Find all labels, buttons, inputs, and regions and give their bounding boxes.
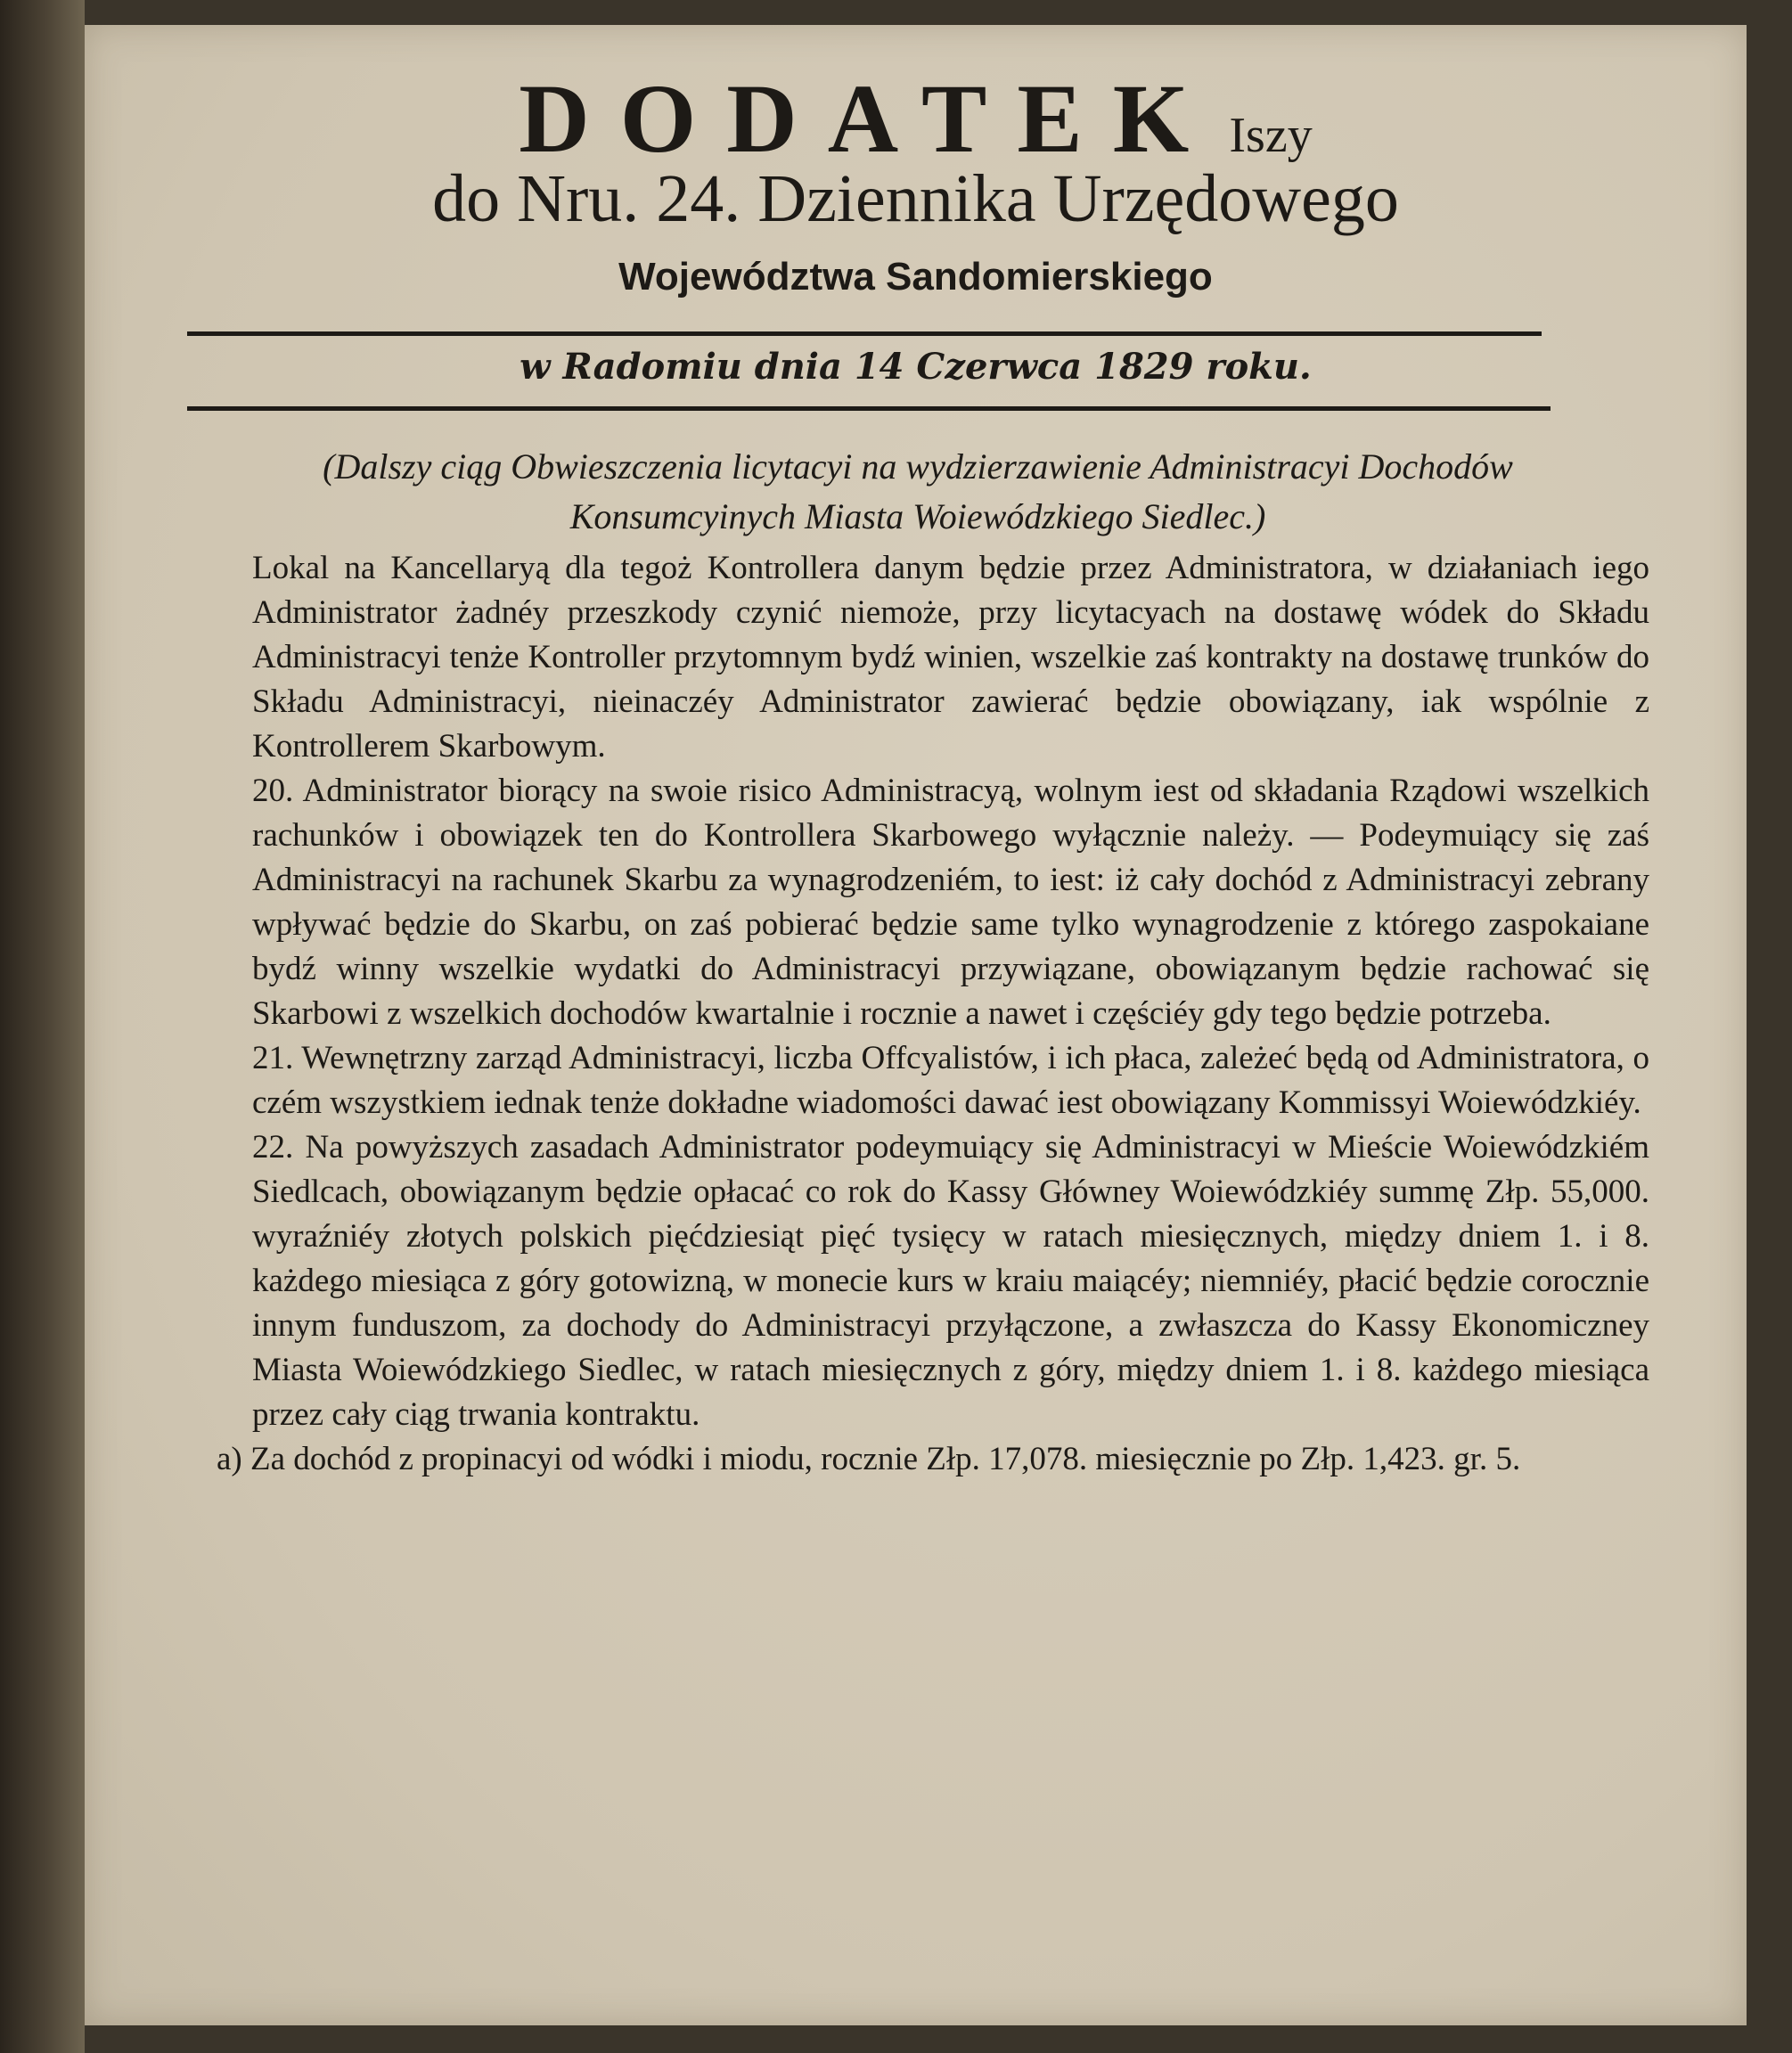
paragraph-item-a: a) Za dochód z propinacyi od wódki i miodu, rocznie Złp. 17,078. miesięcznie po Złp. 1,423. gr. 5. <box>217 1441 1521 1477</box>
paragraph-21: 21. Wewnętrzny zarząd Administracyi, liczba Offcyalistów, i ich płaca, zależeć będą od Administratora, o czém wszystkiem iednak tenże dokładne wiadomości dawać iest obowiązany Kommissyi Woiewódzkiéy. <box>252 1040 1649 1121</box>
document-page <box>85 25 1747 2025</box>
masthead-title <box>85 62 1747 176</box>
paragraph-1: Lokal na Kancellaryą dla tegoż Kontrollera danym będzie przez Administratora, w działaniach iego Administrator żadnéy przeszkody czynić niemoże, przy licytacyach na dostawę wódek do Składu Administracyi tenże Kontroller przytomnym bydź winien, wszelkie zaś kontrakty na dostawę trunków do Składu Administracyi, nieinaczéy Administrator zawierać będzie obowiązany, iak wspólnie z Kontrollerem Skarbowym. <box>252 550 1649 765</box>
body-text <box>172 546 1649 1482</box>
masthead-line3: Województwa Sandomierskiego <box>618 255 1213 299</box>
header-rule-top <box>187 331 1542 336</box>
title-suffix: Iszy <box>1229 108 1313 163</box>
intro-note: (Dalszy ciąg Obwieszczenia licytacyi na wydzierzawienie Administracyi Dochodów Konsumcyinych Miasta Woiewódzkiego Siedlec.) <box>323 446 1513 536</box>
masthead-line2: do Nru. 24. Dziennika Urzędowego <box>432 161 1399 236</box>
header-rule-bottom <box>187 406 1551 411</box>
book-binding <box>0 0 85 2053</box>
paragraph-22: 22. Na powyższych zasadach Administrator podeymuiący się Administracyi w Mieście Woiewódzkiém Siedlcach, obowiązanym będzie opłacać co rok do Kassy Główney Woiewódzkiéy summę Złp. 55,000. wyraźniéy złotych polskich pięćdziesiąt pięć tysięcy w ratach miesięcznych, między dniem 1. i 8. każdego miesiąca z góry gotowizną, w monecie kurs w kraiu maiącéy; niemniéy, płacić będzie corocznie innym funduszom, za dochody do Administracyi przyłączone, a zwłaszcza do Kassy Ekonomiczney Miasta Woiewódzkiego Siedlec, w ratach miesięcznych z góry, między dniem 1. i 8. każdego miesiąca przez cały ciąg trwania kontraktu. <box>252 1129 1649 1433</box>
paragraph-20: 20. Administrator biorący na swoie risico Administracyą, wolnym iest od składania Rządowi wszelkich rachunków i obowiązek ten do Kontrollera Skarbowego wyłącznie należy. — Podeymuiący się zaś Administracyi na rachunek Skarbu za wynagrodzeniém, to iest: iż cały dochód z Administracyi zebrany wpływać będzie do Skarbu, on zaś pobierać będzie same tylko wynagrodzenie z którego zaspokaiane bydź winny wszelkie wydatki do Administracyi przywiązane, obowiązanym będzie rachować się Skarbowi z wszelkich dochodów kwartalnie i rocznie a nawet i częściéy gdy tego będzie potrzeba. <box>252 773 1649 1032</box>
title-main: DODATEK <box>519 64 1220 173</box>
dateline: w Radomiu dnia 14 Czerwca 1829 roku. <box>520 346 1312 388</box>
